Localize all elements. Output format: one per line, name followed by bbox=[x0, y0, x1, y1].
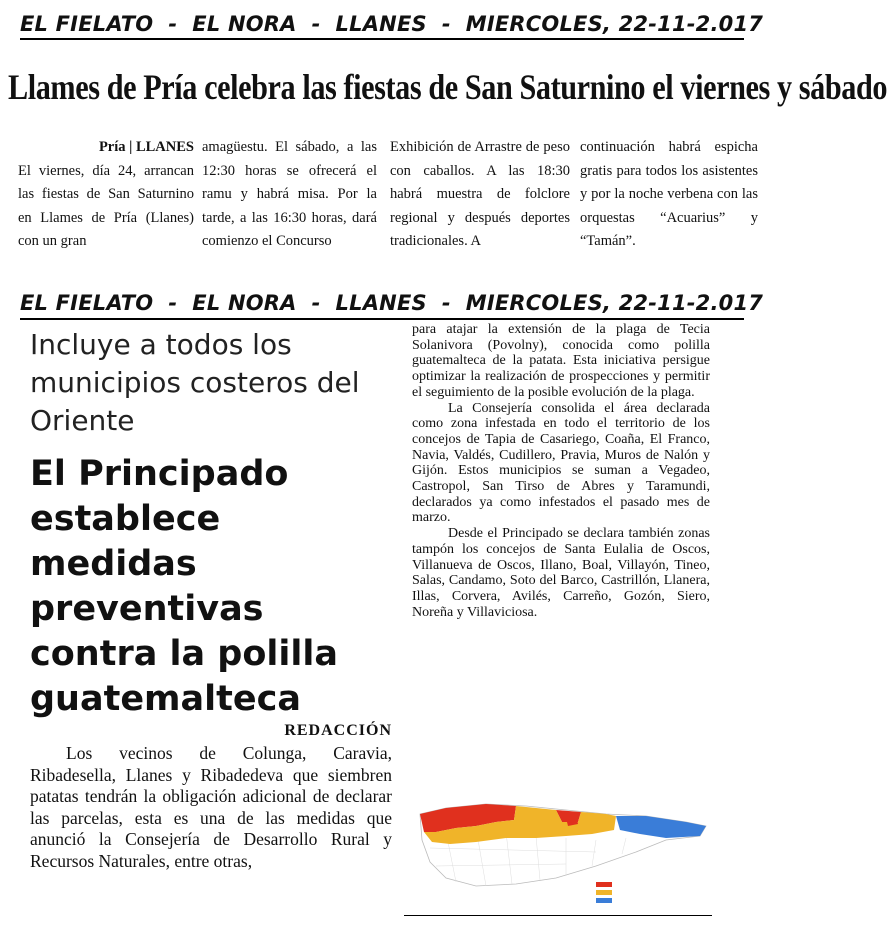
article1-headline: Llames de Pría celebra las fiestas de San Saturnino el viernes y sábado bbox=[8, 67, 887, 107]
article2-left-body bbox=[30, 743, 392, 915]
article1-col2: amagüestu. El sábado, a las 12:30 horas se ofrecerá el ramu y habrá misa. Por la tarde, a las 16:30 horas, dará comienzo el Concurso bbox=[202, 139, 377, 249]
article1-col3: Exhibición de Arrastre de peso con caballos. A las 18:30 habrá muestra de folclore regional y después deportes tradicionales. A bbox=[390, 139, 570, 249]
article1-columns bbox=[18, 136, 760, 254]
article1-col1 bbox=[18, 136, 194, 254]
article2-lead-paragraph: Los vecinos de Colunga, Caravia, Ribadesella, Llanes y Ribadedeva que siembren patatas tendrán la obligación adicional de declarar las parcelas, esta es una de las medidas que anunció la Consejería de Desarrollo Rural y Recursos Naturales, entre otras, bbox=[30, 743, 392, 871]
article1-dateline: Pría | LLANES bbox=[98, 139, 194, 155]
header-underline bbox=[20, 38, 744, 40]
article1-col4: continuación habrá espicha gratis para todos los asistentes y por la noche verbena con las orquestas “Acuarius” y “Tamán”. bbox=[580, 139, 758, 249]
legend-row-declared bbox=[596, 896, 716, 904]
article2-kicker: Incluye a todos los municipios costeros del Oriente bbox=[30, 328, 360, 437]
article2-byline: REDACCIÓN bbox=[284, 722, 392, 739]
legend-swatch-infested bbox=[596, 882, 612, 887]
article1-col1-text: El viernes, día 24, arrancan las fiestas de San Saturnino en Llames de Pría (Llanes) con un gran bbox=[18, 162, 194, 249]
second-header-underline bbox=[20, 318, 744, 320]
article2-right-paragraph-1: para atajar la extensión de la plaga de Tecia Solanivora (Povolny), conocida como polilla guatemalteca de la patata. Esta iniciativa persigue optimizar la realización de prospecciones y permitir el seguimiento de la posible evolución de la plaga. bbox=[412, 322, 710, 400]
map-legend bbox=[596, 880, 716, 904]
article2-right-body bbox=[412, 322, 710, 782]
legend-swatch-declared bbox=[596, 898, 612, 903]
second-header-band: EL FIELATO - EL NORA - LLANES - MIERCOLES, 22-11-2.017 bbox=[20, 291, 764, 315]
top-header-band: EL FIELATO - EL NORA - LLANES - MIERCOLES, 22-11-2.017 bbox=[20, 12, 764, 36]
article2-title: El Principado establece medidas preventivas contra la polilla guatemalteca bbox=[30, 454, 339, 719]
bottom-rule bbox=[404, 915, 712, 916]
article2-right-paragraph-3: Desde el Principado se declara también zonas tampón los concejos de Santa Eulalia de Oscos, Villanueva de Oscos, Illano, Boal, Villayón, Tineo, Salas, Candamo, Soto del Barco, Castrillón, Llanera, Illas, Corvera, Avilés, Carreño, Gozón, Siero, Noreña y Villaviciosa. bbox=[412, 526, 710, 620]
legend-swatch-buffer bbox=[596, 890, 612, 895]
legend-row-infested bbox=[596, 880, 716, 888]
article2-right-paragraph-2: La Consejería consolida el área declarada como zona infestada en todo el territorio de los concejos de Tapia de Casariego, Coaña, El Franco, Navia, Valdés, Cudillero, Pravia, Muros de Nalón y Gijón. Estos municipios se suman a Vegadeo, Castropol, San Tirso de Abres y Taramundi, declarados ya como infestados el pasado mes de marzo. bbox=[412, 400, 710, 526]
legend-row-buffer bbox=[596, 888, 716, 896]
